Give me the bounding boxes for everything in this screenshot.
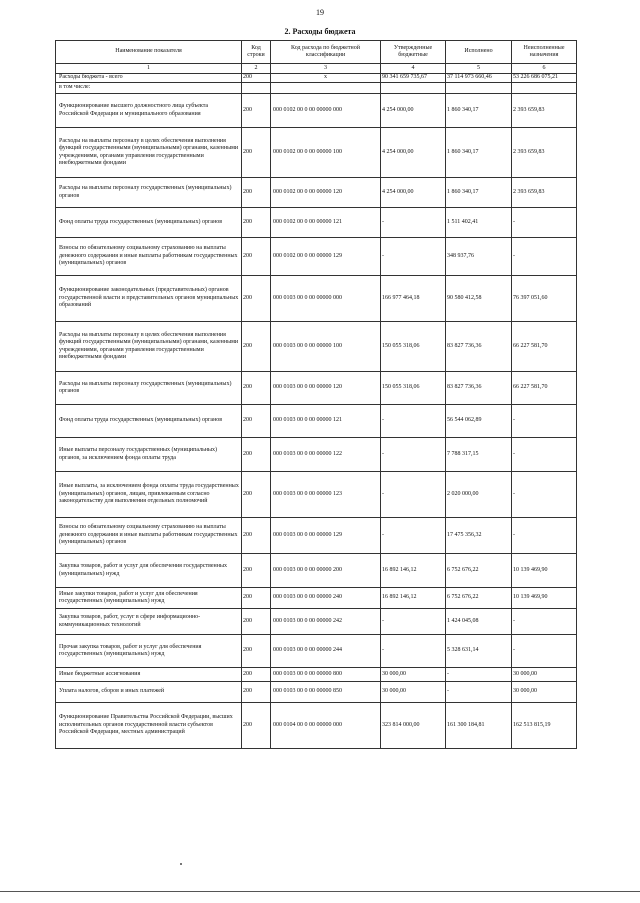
header-cell: Код расхода по бюджетной классификации — [271, 41, 381, 64]
cell-bk: 000 0103 00 0 00 00000 800 — [271, 668, 381, 682]
cell-code: 200 — [242, 128, 271, 178]
cell-bk: 000 0104 00 0 00 00000 000 — [271, 703, 381, 749]
cell-code: 200 — [242, 238, 271, 276]
cell-name: Взносы по обязательному социальному страхованию на выплаты денежного содержания и иные выплаты работникам государственных (муниципальных) органов — [56, 518, 242, 554]
cell-bk: 000 0103 00 0 00 00000 200 — [271, 554, 381, 588]
cell-name: Иные бюджетные ассигнования — [56, 668, 242, 682]
cell-approved: - — [381, 438, 446, 472]
cell-executed: 17 475 356,32 — [446, 518, 512, 554]
cell-approved: 16 892 146,12 — [381, 588, 446, 609]
table-row — [56, 609, 577, 635]
table-row — [56, 518, 577, 554]
cell-bk: 000 0103 00 0 00 00000 120 — [271, 372, 381, 405]
cell-executed: 161 300 184,81 — [446, 703, 512, 749]
cell-bk: 000 0103 00 0 00 00000 129 — [271, 518, 381, 554]
cell-approved: 30 000,00 — [381, 668, 446, 682]
cell-name: Функционирование законодательных (представительных) органов государственной власти и представительных органов муниципальных образований — [56, 276, 242, 322]
cell-name: Фонд оплаты труда государственных (муниципальных) органов — [56, 405, 242, 438]
table-row — [56, 208, 577, 238]
header-cell: Наименование показателя — [56, 41, 242, 64]
cell-unexecuted: - — [512, 609, 577, 635]
cell-executed: 37 114 973 660,46 — [446, 74, 512, 83]
cell-code — [242, 83, 271, 94]
cell-code: 200 — [242, 208, 271, 238]
column-number: 2 — [242, 64, 271, 74]
header-cell: Неисполненные назначения — [512, 41, 577, 64]
cell-unexecuted: 2 393 659,83 — [512, 128, 577, 178]
cell-executed: 1 511 402,41 — [446, 208, 512, 238]
cell-unexecuted — [512, 83, 577, 94]
cell-name: Расходы на выплаты персоналу государственных (муниципальных) органов — [56, 178, 242, 208]
cell-bk: 000 0103 00 0 00 00000 123 — [271, 472, 381, 518]
cell-name: в том числе: — [56, 83, 242, 94]
cell-unexecuted: - — [512, 518, 577, 554]
table-row — [56, 668, 577, 682]
cell-code: 200 — [242, 609, 271, 635]
cell-approved: - — [381, 609, 446, 635]
cell-executed: - — [446, 682, 512, 703]
cell-code: 200 — [242, 554, 271, 588]
cell-code: 200 — [242, 682, 271, 703]
cell-unexecuted: 66 227 581,70 — [512, 322, 577, 372]
header-cell: Код строки — [242, 41, 271, 64]
cell-executed: 83 827 736,36 — [446, 372, 512, 405]
cell-name: Расходы бюджета - всего — [56, 74, 242, 83]
cell-approved: 4 254 000,00 — [381, 178, 446, 208]
table-row — [56, 438, 577, 472]
column-number: 3 — [271, 64, 381, 74]
cell-executed: 7 788 317,15 — [446, 438, 512, 472]
header-row — [56, 41, 577, 64]
cell-approved: - — [381, 405, 446, 438]
cell-unexecuted: - — [512, 635, 577, 668]
section-title: 2. Расходы бюджета — [284, 27, 356, 36]
cell-unexecuted: 76 397 051,60 — [512, 276, 577, 322]
cell-name: Закупка товаров, работ, услуг в сфере информационно-коммуникационных технологий — [56, 609, 242, 635]
column-number: 5 — [446, 64, 512, 74]
cell-name: Иные выплаты персоналу государственных (муниципальных) органов, за исключением фонда оплаты труда — [56, 438, 242, 472]
cell-name: Иные выплаты, за исключением фонда оплаты труда государственных (муниципальных) органов, лицам, привлекаемым согласно законодательству для выполнения отдельных полномочий — [56, 472, 242, 518]
cell-unexecuted: - — [512, 438, 577, 472]
cell-executed: 1 860 340,17 — [446, 94, 512, 128]
cell-unexecuted: - — [512, 208, 577, 238]
cell-executed: 90 580 412,58 — [446, 276, 512, 322]
cell-unexecuted: - — [512, 238, 577, 276]
cell-approved: - — [381, 238, 446, 276]
cell-executed: 2 020 000,00 — [446, 472, 512, 518]
cell-code: 200 — [242, 438, 271, 472]
cell-unexecuted: - — [512, 472, 577, 518]
scan-dot — [180, 863, 182, 865]
cell-code: 200 — [242, 178, 271, 208]
cell-approved: 323 814 000,00 — [381, 703, 446, 749]
page-number: 19 — [316, 8, 324, 17]
cell-approved: - — [381, 208, 446, 238]
table-row — [56, 238, 577, 276]
header-cell: Утвержденные бюджетные — [381, 41, 446, 64]
cell-executed: 1 424 045,08 — [446, 609, 512, 635]
table-row — [56, 178, 577, 208]
cell-name: Расходы на выплаты персоналу в целях обеспечения выполнения функций государственными (муниципальными) органами, казенными учреждениями, органами управления государственными внебюджетными фондами — [56, 128, 242, 178]
cell-bk: 000 0103 00 0 00 00000 850 — [271, 682, 381, 703]
table-row — [56, 276, 577, 322]
cell-name: Закупка товаров, работ и услуг для обеспечения государственных (муниципальных) нужд — [56, 554, 242, 588]
cell-name: Фонд оплаты труда государственных (муниципальных) органов — [56, 208, 242, 238]
cell-executed — [446, 83, 512, 94]
cell-approved: 4 254 000,00 — [381, 94, 446, 128]
cell-bk: 000 0103 00 0 00 00000 244 — [271, 635, 381, 668]
cell-bk: 000 0103 00 0 00 00000 100 — [271, 322, 381, 372]
table-row — [56, 635, 577, 668]
cell-code: 200 — [242, 405, 271, 438]
cell-approved: 30 000,00 — [381, 682, 446, 703]
cell-executed: 6 752 676,22 — [446, 554, 512, 588]
cell-unexecuted: 2 393 659,83 — [512, 178, 577, 208]
cell-approved: 166 977 464,18 — [381, 276, 446, 322]
cell-name: Расходы на выплаты персоналу в целях обеспечения выполнения функций государственными (муниципальными) органами, казенными учреждениями, органами управления государственными внебюджетными фондами — [56, 322, 242, 372]
cell-executed: 6 752 676,22 — [446, 588, 512, 609]
page-bottom-rule — [0, 891, 640, 892]
table-row — [56, 703, 577, 749]
cell-bk: 000 0103 00 0 00 00000 121 — [271, 405, 381, 438]
table-row — [56, 94, 577, 128]
cell-code: 200 — [242, 518, 271, 554]
cell-approved — [381, 83, 446, 94]
cell-name: Прочая закупка товаров, работ и услуг для обеспечения государственных (муниципальных) нужд — [56, 635, 242, 668]
table-row — [56, 472, 577, 518]
cell-code: 200 — [242, 635, 271, 668]
cell-unexecuted: 162 513 815,19 — [512, 703, 577, 749]
cell-executed: 348 937,76 — [446, 238, 512, 276]
table-row — [56, 554, 577, 588]
table-row — [56, 74, 577, 83]
cell-bk — [271, 83, 381, 94]
table-row — [56, 128, 577, 178]
cell-code: 200 — [242, 703, 271, 749]
column-number: 1 — [56, 64, 242, 74]
cell-name: Функционирование Правительства Российской Федерации, высших исполнительных органов государственной власти субъектов Российской Федерации, местных администраций — [56, 703, 242, 749]
cell-unexecuted: - — [512, 405, 577, 438]
table-row — [56, 372, 577, 405]
cell-bk: 000 0102 00 0 00 00000 100 — [271, 128, 381, 178]
cell-code: 200 — [242, 74, 271, 83]
cell-approved: 16 892 146,12 — [381, 554, 446, 588]
cell-approved: - — [381, 635, 446, 668]
cell-executed: 1 860 340,17 — [446, 178, 512, 208]
expenditure-table — [55, 40, 577, 749]
cell-name: Уплата налогов, сборов и иных платежей — [56, 682, 242, 703]
cell-approved: - — [381, 472, 446, 518]
cell-name: Расходы на выплаты персоналу государственных (муниципальных) органов — [56, 372, 242, 405]
cell-name: Иные закупки товаров, работ и услуг для обеспечения государственных (муниципальных) нужд — [56, 588, 242, 609]
cell-executed: 5 328 631,14 — [446, 635, 512, 668]
cell-executed: 1 860 340,17 — [446, 128, 512, 178]
cell-name: Взносы по обязательному социальному страхованию на выплаты денежного содержания и иные выплаты работникам государственных (муниципальных) органов — [56, 238, 242, 276]
column-number: 6 — [512, 64, 577, 74]
cell-code: 200 — [242, 668, 271, 682]
cell-unexecuted: 30 000,00 — [512, 668, 577, 682]
cell-approved: 90 341 659 735,67 — [381, 74, 446, 83]
column-number-row — [56, 64, 577, 74]
cell-name: Функционирование высшего должностного лица субъекта Российской Федерации и муниципального образования — [56, 94, 242, 128]
table-body — [56, 74, 577, 749]
cell-bk: 000 0103 00 0 00 00000 122 — [271, 438, 381, 472]
cell-bk: 000 0102 00 0 00 00000 120 — [271, 178, 381, 208]
cell-code: 200 — [242, 472, 271, 518]
cell-unexecuted: 30 000,00 — [512, 682, 577, 703]
cell-bk: 000 0103 00 0 00 00000 000 — [271, 276, 381, 322]
cell-approved: 4 254 000,00 — [381, 128, 446, 178]
cell-bk: х — [271, 74, 381, 83]
cell-unexecuted: 10 139 469,90 — [512, 554, 577, 588]
cell-bk: 000 0102 00 0 00 00000 121 — [271, 208, 381, 238]
table-row — [56, 83, 577, 94]
cell-executed: - — [446, 668, 512, 682]
cell-executed: 83 827 736,36 — [446, 322, 512, 372]
header-cell: Исполнено — [446, 41, 512, 64]
cell-bk: 000 0103 00 0 00 00000 242 — [271, 609, 381, 635]
table-row — [56, 405, 577, 438]
cell-code: 200 — [242, 276, 271, 322]
column-number: 4 — [381, 64, 446, 74]
cell-bk: 000 0102 00 0 00 00000 129 — [271, 238, 381, 276]
cell-approved: 150 055 318,06 — [381, 322, 446, 372]
cell-code: 200 — [242, 588, 271, 609]
cell-unexecuted: 10 139 469,90 — [512, 588, 577, 609]
cell-bk: 000 0103 00 0 00 00000 240 — [271, 588, 381, 609]
cell-code: 200 — [242, 94, 271, 128]
cell-unexecuted: 66 227 581,70 — [512, 372, 577, 405]
cell-code: 200 — [242, 322, 271, 372]
cell-executed: 56 544 062,89 — [446, 405, 512, 438]
cell-bk: 000 0102 00 0 00 00000 000 — [271, 94, 381, 128]
table-row — [56, 322, 577, 372]
cell-unexecuted: 2 393 659,83 — [512, 94, 577, 128]
table-row — [56, 682, 577, 703]
cell-approved: - — [381, 518, 446, 554]
cell-approved: 150 055 318,06 — [381, 372, 446, 405]
cell-code: 200 — [242, 372, 271, 405]
cell-unexecuted: 53 226 686 075,21 — [512, 74, 577, 83]
table-row — [56, 588, 577, 609]
